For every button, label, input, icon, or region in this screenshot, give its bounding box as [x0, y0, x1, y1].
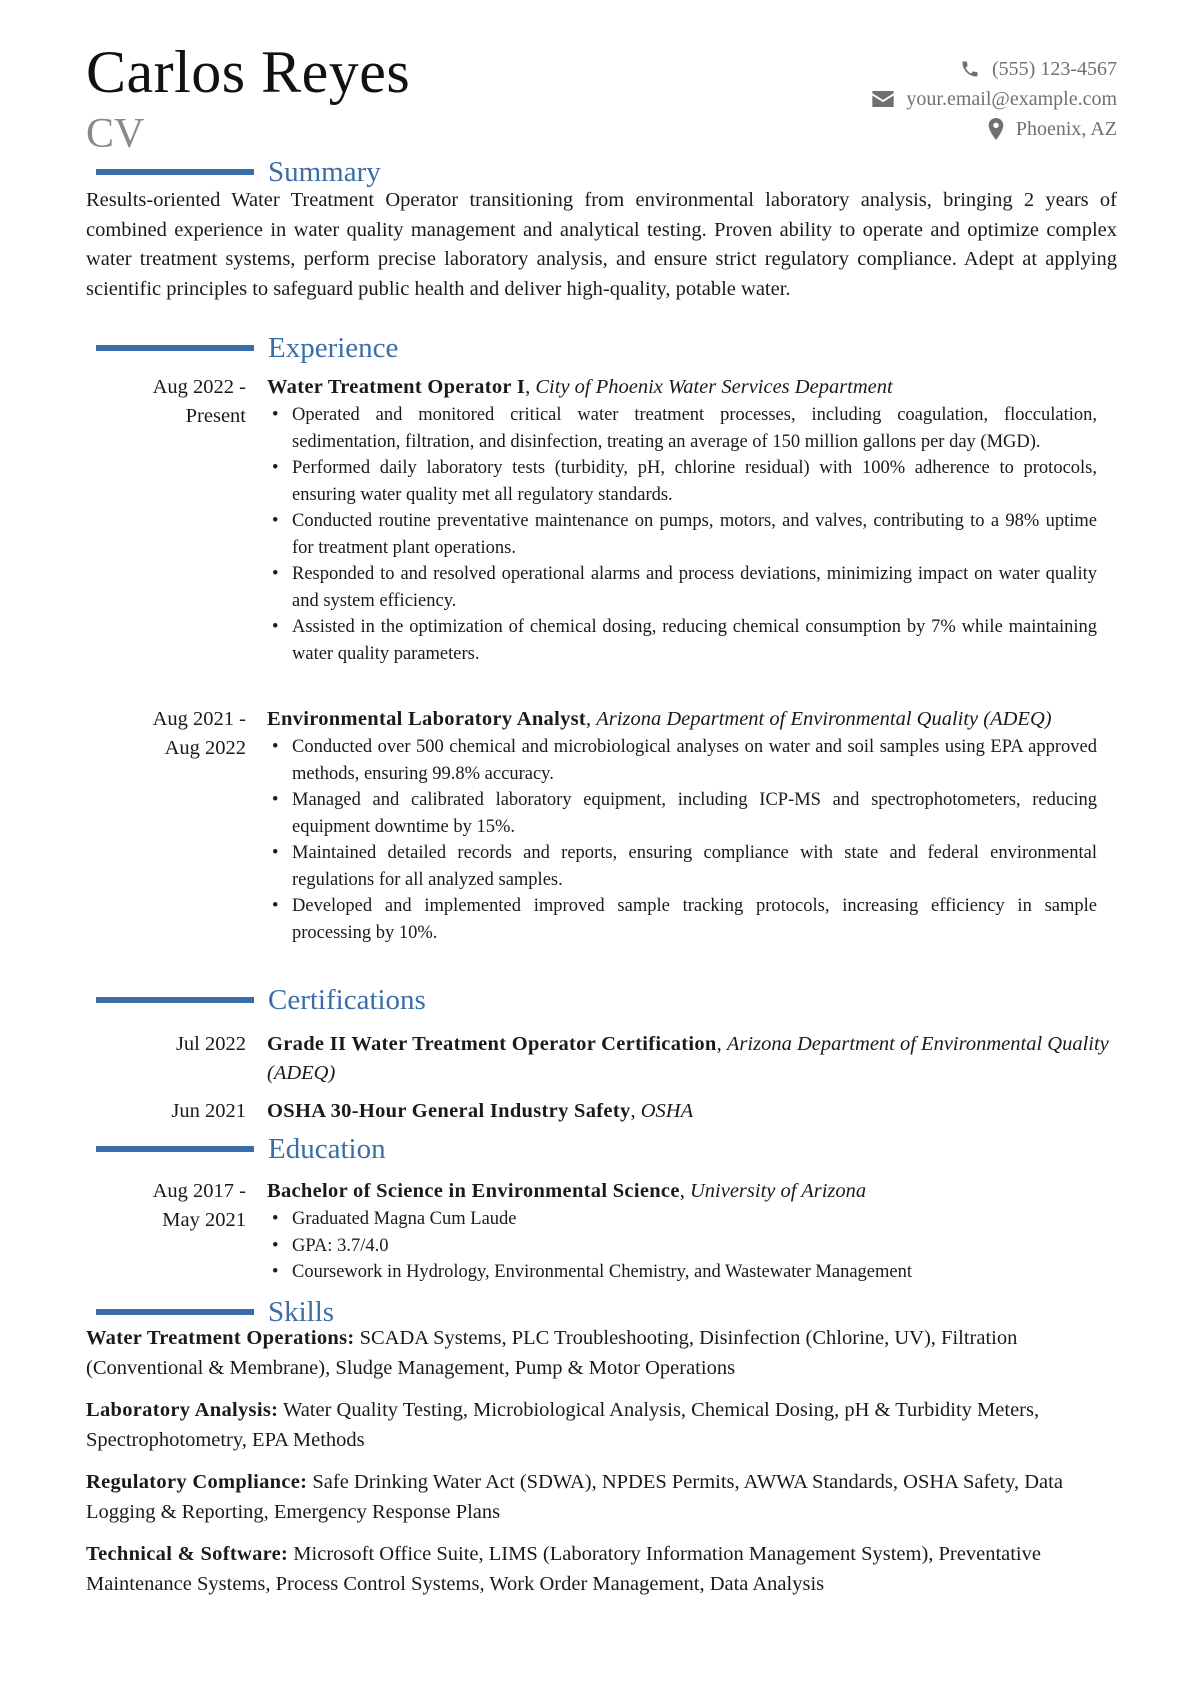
candidate-name: Carlos Reyes — [86, 39, 411, 105]
entry-date — [86, 373, 246, 431]
degree: Bachelor of Science in Environmental Science — [267, 1180, 680, 1202]
phone-text: (555) 123-4567 — [992, 57, 1117, 80]
date-start: Aug 2017 - — [152, 1180, 246, 1202]
skill-label: Laboratory Analysis: — [86, 1399, 279, 1421]
section-heading-education — [96, 1132, 386, 1166]
entry-heading: Grade II Water Treatment Operator Certification, Arizona Department of Environmental Quality (ADEQ) — [267, 1033, 1109, 1084]
certification-name: OSHA 30-Hour General Industry Safety — [267, 1100, 631, 1122]
summary-text: Results-oriented Water Treatment Operator transitioning from environmental laboratory analysis, bringing 2 years of combined experience in water quality management and analytical testing. Proven ability to operate and optimize complex water treatment systems, perform precise laboratory analysis, and ensure strict regulatory compliance. Adept at applying scientific principles to safeguard public health and deliver high-quality, potable water. — [86, 189, 1117, 300]
list-item: • Developed and implemented improved sample tracking protocols, increasing efficiency in sample processing by 10%. — [292, 893, 1117, 946]
list-item: • Operated and monitored critical water treatment processes, including coagulation, flocculation, sedimentation, filtration, and disinfection, treating an average of 150 million gallons per day (MGD). — [292, 402, 1117, 455]
skill-label: Water Treatment Operations: — [86, 1327, 355, 1349]
envelope-icon — [872, 91, 894, 107]
bullet-list — [267, 402, 1117, 667]
date-end: May 2021 — [162, 1209, 246, 1231]
section-heading-certifications — [96, 983, 426, 1017]
skill-row — [86, 1468, 1117, 1527]
job-title: Environmental Laboratory Analyst — [267, 708, 587, 730]
certification-name: Grade II Water Treatment Operator Certification — [267, 1033, 717, 1055]
skill-label: Regulatory Compliance: — [86, 1471, 308, 1493]
entry-body — [267, 1030, 1117, 1088]
list-item: • Assisted in the optimization of chemical dosing, reducing chemical consumption by 7% while maintaining water quality parameters. — [292, 614, 1117, 667]
skill-text: SCADA Systems, PLC Troubleshooting, Disinfection (Chlorine, UV), Filtration (Conventional & Membrane), Sludge Management, Pump & Motor Operations — [86, 1327, 1018, 1379]
section-title: Education — [268, 1132, 386, 1165]
skill-row — [86, 1540, 1117, 1599]
entry-date — [86, 705, 246, 763]
section-rule — [96, 345, 254, 351]
list-item: • Coursework in Hydrology, Environmental Chemistry, and Wastewater Management — [292, 1259, 1117, 1286]
contact-location — [872, 114, 1117, 144]
section-rule — [96, 1309, 254, 1315]
entry-date: Jun 2021 — [171, 1100, 246, 1122]
entry-body — [267, 705, 1117, 946]
contact-block — [872, 54, 1117, 144]
skill-text: Water Quality Testing, Microbiological Analysis, Chemical Dosing, pH & Turbidity Meters, Spectrophotometry, EPA Methods — [86, 1399, 1040, 1451]
skill-row — [86, 1396, 1117, 1455]
section-heading-experience — [96, 331, 398, 365]
section-title: Summary — [268, 155, 381, 188]
list-item: • Responded to and resolved operational alarms and process deviations, minimizing impact on water quality and system efficiency. — [292, 561, 1117, 614]
issuer: OSHA — [640, 1100, 694, 1122]
contact-email[interactable] — [872, 84, 1117, 114]
map-marker-icon — [988, 118, 1004, 140]
section-rule — [96, 997, 254, 1003]
entry-body — [267, 373, 1117, 667]
phone-icon — [960, 59, 980, 79]
entry-heading: Environmental Laboratory Analyst, Arizona Department of Environmental Quality (ADEQ) — [267, 708, 1052, 730]
entry-date: Jul 2022 — [175, 1033, 246, 1055]
section-title: Skills — [268, 1295, 335, 1328]
email-text: your.email@example.com — [906, 87, 1117, 110]
list-item: • Conducted routine preventative maintenance on pumps, motors, and valves, contributing to a 98% uptime for treatment plant operations. — [292, 508, 1117, 561]
section-heading-summary — [96, 155, 381, 189]
bullet-list — [267, 1206, 1117, 1286]
section-rule — [96, 169, 254, 175]
entry-body — [267, 1097, 1117, 1126]
section-title: Experience — [268, 331, 399, 364]
entry-heading: OSHA 30-Hour General Industry Safety, OSHA — [267, 1100, 694, 1122]
institution: University of Arizona — [689, 1180, 867, 1202]
date-start: Aug 2021 - — [152, 708, 246, 730]
date-end: Aug 2022 — [164, 737, 246, 759]
location-text: Phoenix, AZ — [1015, 117, 1117, 140]
list-item: • Managed and calibrated laboratory equipment, including ICP-MS and spectrophotometers, reducing equipment downtime by 15%. — [292, 787, 1117, 840]
list-item: • Conducted over 500 chemical and microbiological analyses on water and soil samples using EPA approved methods, ensuring 99.8% accuracy. — [292, 734, 1117, 787]
section-rule — [96, 1146, 254, 1152]
job-title: Water Treatment Operator I — [267, 376, 526, 398]
skill-text: Microsoft Office Suite, LIMS (Laboratory Information Management System), Preventative Maintenance Systems, Process Control Systems, Work Order Management, Data Analysis — [86, 1543, 1041, 1595]
list-item: • Maintained detailed records and reports, ensuring compliance with state and federal environmental regulations for all analyzed samples. — [292, 840, 1117, 893]
entry-body — [267, 1177, 1117, 1286]
list-item: • GPA: 3.7/4.0 — [292, 1233, 1117, 1260]
document-subtitle: CV — [86, 111, 145, 157]
entry-heading: Water Treatment Operator I, City of Phoenix Water Services Department — [267, 376, 893, 398]
date-start: Aug 2022 - — [152, 376, 246, 398]
employer: Arizona Department of Environmental Quality (ADEQ) — [596, 708, 1052, 730]
issuer: Arizona Department of Environmental Quality (ADEQ) — [267, 1033, 1109, 1084]
bullet-list — [267, 734, 1117, 946]
entry-date — [86, 1177, 246, 1235]
date-end: Present — [185, 405, 246, 427]
skill-row — [86, 1324, 1117, 1383]
skill-text: Safe Drinking Water Act (SDWA), NPDES Permits, AWWA Standards, OSHA Safety, Data Logging & Reporting, Emergency Response Plans — [86, 1471, 1063, 1523]
list-item: • Performed daily laboratory tests (turbidity, pH, chlorine residual) with 100% adherence to protocols, ensuring water quality met all regulatory standards. — [292, 455, 1117, 508]
list-item: • Graduated Magna Cum Laude — [292, 1206, 1117, 1233]
section-title: Certifications — [268, 983, 426, 1016]
contact-phone[interactable] — [872, 54, 1117, 84]
skill-label: Technical & Software: — [86, 1543, 289, 1565]
entry-heading: Bachelor of Science in Environmental Science, University of Arizona — [267, 1180, 867, 1202]
employer: City of Phoenix Water Services Department — [535, 376, 893, 398]
